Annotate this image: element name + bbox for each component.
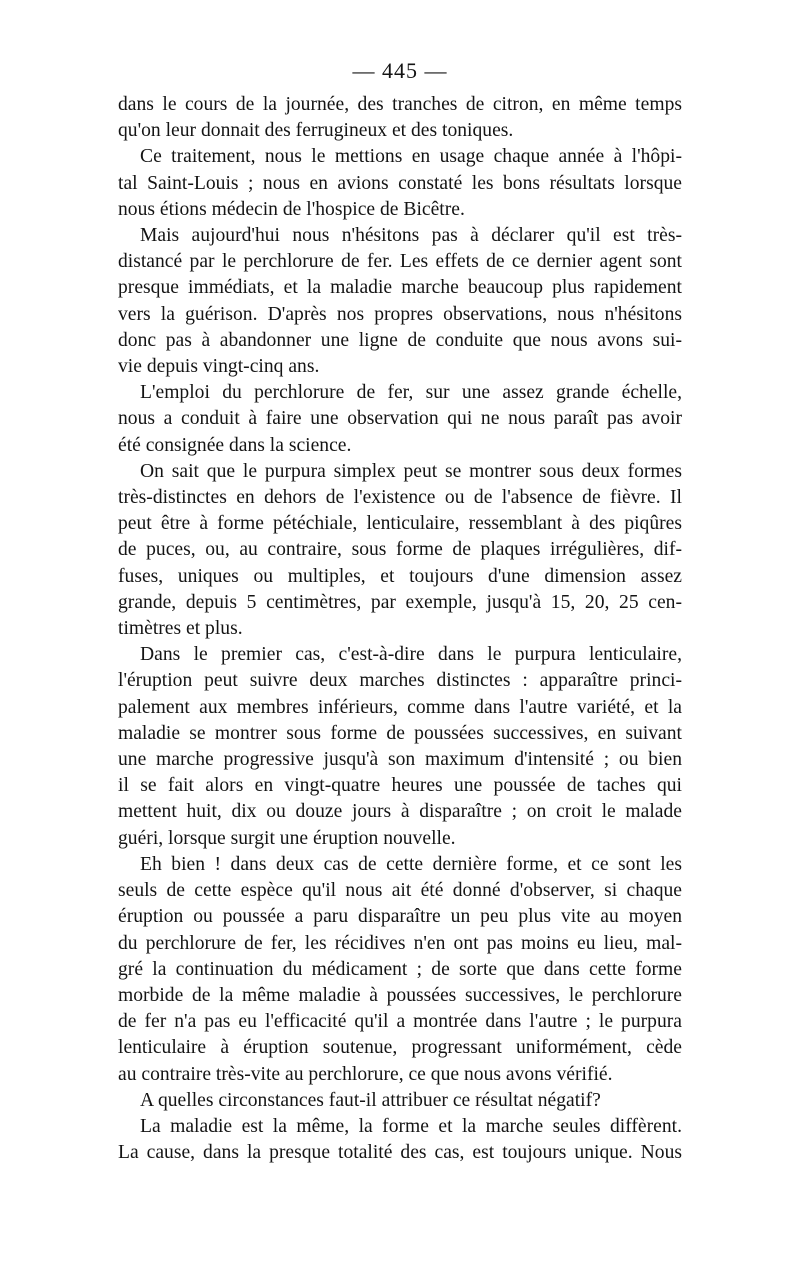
body-text [118, 92, 682, 1166]
text-line: de puces, ou, au contraire, sous forme de plaques irrégulières, dif- [118, 539, 682, 561]
text-line: nous a conduit à faire une observation qui ne nous paraît pas avoir [118, 408, 682, 430]
text-line: au contraire très-vite au perchlorure, ce que nous avons vérifié. [118, 1063, 613, 1085]
text-line: peut être à forme pétéchiale, lenticulaire, ressemblant à des piqûres [118, 513, 682, 535]
text-line: de fer n'a pas eu l'efficacité qu'il a montrée dans l'autre ; le purpura [118, 1011, 682, 1033]
text-line: l'éruption peut suivre deux marches distinctes : apparaître princi- [118, 670, 682, 692]
text-line: vers la guérison. D'après nos propres observations, nous n'hésitons [118, 303, 682, 325]
text-line: On sait que le purpura simplex peut se montrer sous deux formes [140, 460, 682, 482]
page-number: — 445 — [352, 58, 448, 83]
text-line: qu'on leur donnait des ferrugineux et des toniques. [118, 120, 514, 142]
text-line: donc pas à abandonner une ligne de conduite que nous avons sui- [118, 329, 682, 351]
text-line: mettent huit, dix ou douze jours à disparaître ; on croit le malade [118, 801, 682, 823]
paragraph [118, 144, 682, 223]
text-line: seuls de cette espèce qu'il nous ait été donné d'observer, si chaque [118, 880, 682, 902]
text-line: La maladie est la même, la forme et la marche seules diffèrent. [140, 1115, 682, 1137]
text-line: palement aux membres inférieurs, comme dans l'autre variété, et la [118, 696, 682, 718]
paragraph [118, 1114, 682, 1166]
text-line: une marche progressive jusqu'à son maximum d'intensité ; ou bien [118, 749, 682, 771]
text-line: Eh bien ! dans deux cas de cette dernière forme, et ce sont les [140, 853, 682, 875]
text-line: morbide de la même maladie à poussées successives, le perchlorure [118, 984, 682, 1006]
text-line: maladie se montrer sous forme de poussées successives, en suivant [118, 722, 682, 744]
text-line: lenticulaire à éruption soutenue, progressant uniformément, cède [118, 1037, 682, 1059]
text-line: grande, depuis 5 centimètres, par exemple, jusqu'à 15, 20, 25 cen- [118, 591, 682, 613]
paragraph [118, 92, 682, 144]
text-line: Ce traitement, nous le mettions en usage chaque année à l'hôpi- [140, 146, 682, 168]
text-line: presque immédiats, et la maladie marche beaucoup plus rapidement [118, 277, 682, 299]
text-line: fuses, uniques ou multiples, et toujours d'une dimension assez [118, 565, 682, 587]
text-line: nous étions médecin de l'hospice de Bicêtre. [118, 198, 465, 220]
book-page [118, 56, 682, 1166]
text-line: éruption ou poussée a paru disparaître un peu plus vite au moyen [118, 906, 682, 928]
text-line: distancé par le perchlorure de fer. Les effets de ce dernier agent sont [118, 251, 682, 273]
text-line: timètres et plus. [118, 618, 243, 640]
text-line: A quelles circonstances faut-il attribuer ce résultat négatif? [140, 1089, 601, 1111]
text-line: Dans le premier cas, c'est-à-dire dans le purpura lenticulaire, [140, 644, 682, 666]
text-line: Mais aujourd'hui nous n'hésitons pas à déclarer qu'il est très- [140, 225, 682, 247]
paragraph [118, 223, 682, 380]
text-line: il se fait alors en vingt-quatre heures une poussée de taches qui [118, 775, 682, 797]
paragraph [118, 459, 682, 642]
text-line: L'emploi du perchlorure de fer, sur une assez grande échelle, [140, 382, 682, 404]
paragraph [118, 852, 682, 1088]
paragraph [118, 642, 682, 852]
text-line: La cause, dans la presque totalité des cas, est toujours unique. Nous [118, 1142, 682, 1164]
text-line: très-distinctes en dehors de l'existence ou de l'absence de fièvre. Il [118, 487, 682, 509]
text-line: tal Saint-Louis ; nous en avions constaté les bons résultats lorsque [118, 172, 682, 194]
paragraph [118, 380, 682, 459]
text-line: été consignée dans la science. [118, 434, 352, 456]
text-line: guéri, lorsque surgit une éruption nouvelle. [118, 827, 456, 849]
paragraph [118, 1088, 682, 1114]
text-line: du perchlorure de fer, les récidives n'en ont pas moins eu lieu, mal- [118, 932, 682, 954]
text-line: dans le cours de la journée, des tranches de citron, en même temps [118, 94, 682, 115]
text-line: vie depuis vingt-cinq ans. [118, 356, 320, 378]
text-line: gré la continuation du médicament ; de sorte que dans cette forme [118, 958, 682, 980]
